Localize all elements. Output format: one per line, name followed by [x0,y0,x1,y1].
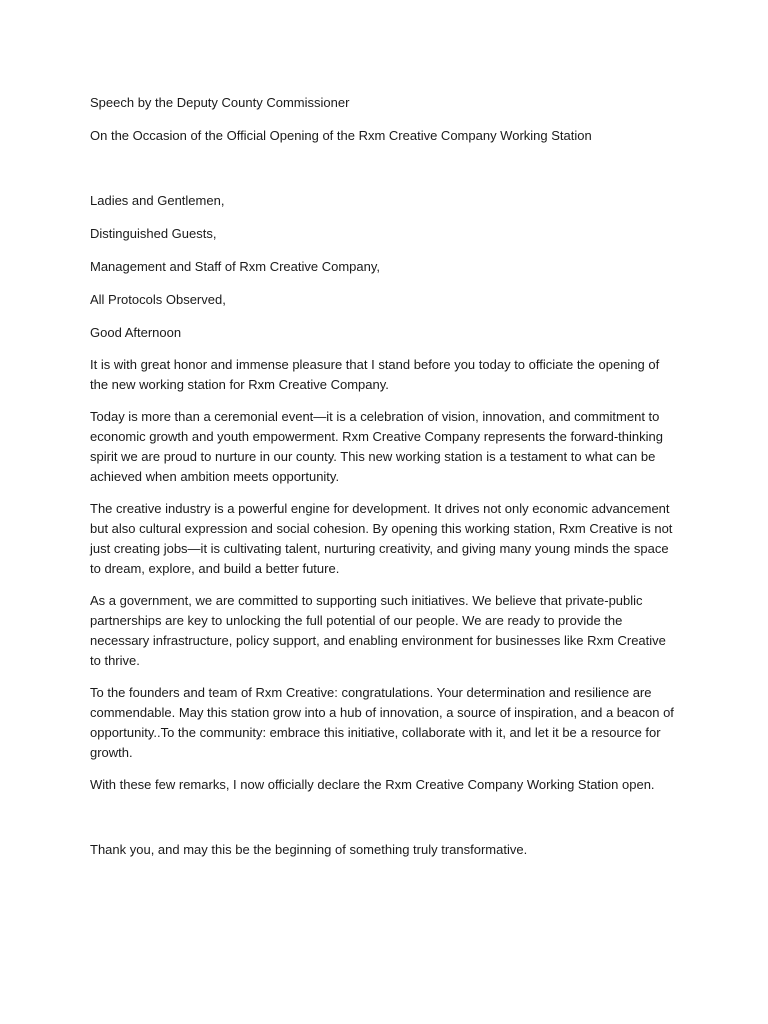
body-paragraph: To the founders and team of Rxm Creative: congratulations. Your determination and resilience are commendable. May this station grow into a hub of innovation, a source of inspiration, and a beacon of opportunity..To the community: embrace this initiative, collaborate with it, and let it be a resource for growth. [90,685,674,760]
salutation-line: All Protocols Observed, [90,292,226,307]
speech-subtitle: On the Occasion of the Official Opening of the Rxm Creative Company Working Station [90,128,592,143]
salutation-line: Distinguished Guests, [90,226,217,241]
speech-title: Speech by the Deputy County Commissioner [90,95,350,110]
body-paragraph: With these few remarks, I now officially declare the Rxm Creative Company Working Station open. [90,777,655,792]
body-paragraph: It is with great honor and immense pleasure that I stand before you today to officiate the opening of the new working station for Rxm Creative Company. [90,357,660,392]
body-paragraph: Today is more than a ceremonial event—it is a celebration of vision, innovation, and commitment to economic growth and youth empowerment. Rxm Creative Company represents the forward-thinking spirit we are proud to nurture in our county. This new working station is a testament to what can be achieved when ambition meets opportunity. [90,409,663,484]
closing-line: Thank you, and may this be the beginning of something truly transformative. [90,842,528,857]
salutation-line: Good Afternoon [90,325,182,340]
document-body [90,93,680,860]
salutation-line: Management and Staff of Rxm Creative Company, [90,259,380,274]
body-paragraph: As a government, we are committed to supporting such initiatives. We believe that private-public partnerships are key to unlocking the full potential of our people. We are ready to provide the necessary infrastructure, policy support, and enabling environment for businesses like Rxm Creative to thrive. [90,593,666,668]
salutation-line: Ladies and Gentlemen, [90,193,225,208]
body-paragraph: The creative industry is a powerful engine for development. It drives not only economic advancement but also cultural expression and social cohesion. By opening this working station, Rxm Creative is not just creating jobs—it is cultivating talent, nurturing creativity, and giving many young minds the space to dream, explore, and build a better future. [90,501,673,576]
